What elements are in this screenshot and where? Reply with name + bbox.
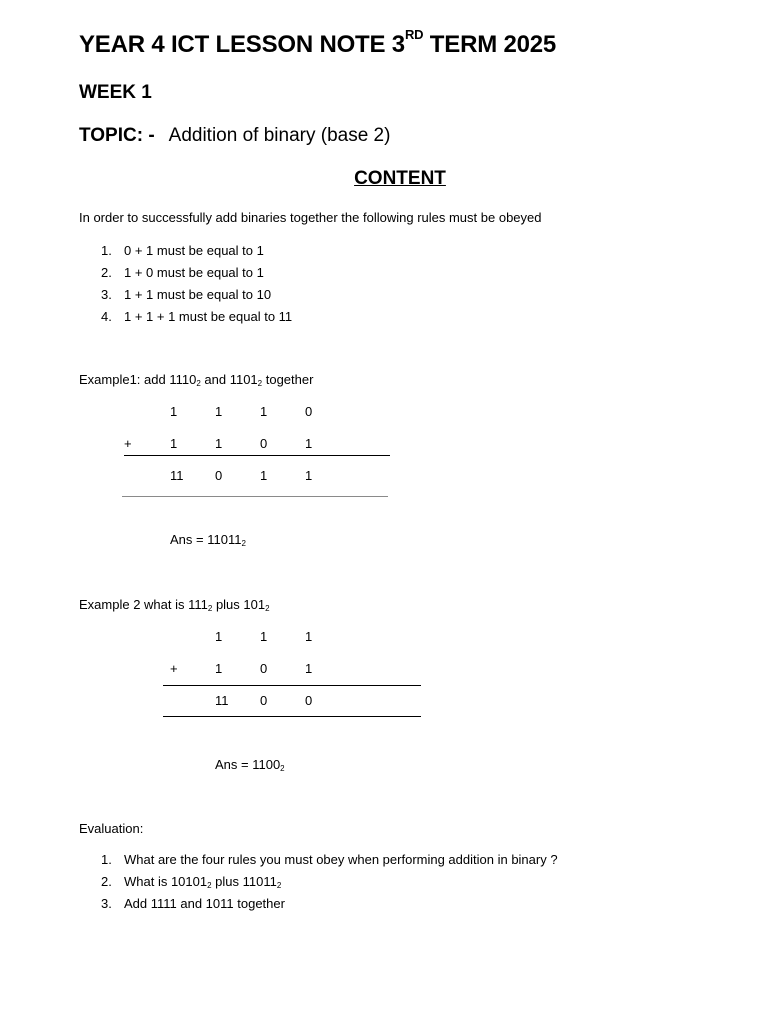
week-heading: WEEK 1 [79, 82, 152, 103]
rule-text: 1 + 1 must be equal to 10 [124, 287, 272, 302]
content-heading: CONTENT [354, 168, 446, 189]
digit: 0 [260, 693, 268, 708]
sum-line-top [124, 455, 390, 456]
rule-text: 0 + 1 must be equal to 1 [124, 243, 264, 258]
intro-text: In order to successfully add binaries together the following rules must be obeyed [79, 210, 542, 225]
example1-answer [170, 532, 246, 547]
digit: 11 [170, 468, 184, 483]
list-item [101, 262, 292, 284]
plus-sign: + [124, 436, 132, 451]
base-subscript: 2 [207, 881, 212, 890]
example2-answer [215, 757, 285, 772]
list-number: 3. [101, 896, 112, 911]
digit: 0 [260, 436, 268, 451]
title-superscript: RD [404, 27, 424, 42]
rule-text: 1 + 0 must be equal to 1 [124, 265, 264, 280]
sum-line-bottom [163, 716, 421, 717]
evaluation-list [101, 849, 558, 915]
answer-text: Ans = 1100 [215, 757, 281, 772]
digit: 1 [215, 629, 223, 644]
example1-label-b: and 1101 [200, 372, 258, 387]
digit: 1 [215, 436, 223, 451]
digit: 1 [170, 404, 178, 419]
digit: 1 [305, 436, 313, 451]
base-subscript: 2 [280, 764, 285, 773]
example1-label-c: together [262, 372, 314, 387]
answer-text: Ans = 11011 [170, 532, 242, 547]
example2-label [79, 597, 270, 612]
list-number: 1. [101, 852, 112, 867]
topic-label: TOPIC: - [79, 125, 155, 146]
list-item [101, 284, 292, 306]
topic-text: Addition of binary (base 2) [168, 125, 391, 146]
base-subscript: 2 [257, 379, 263, 388]
digit: 1 [260, 629, 268, 644]
digit: 1 [260, 404, 268, 419]
list-number: 2. [101, 265, 112, 280]
digit: 1 [170, 436, 178, 451]
example1-label-a: Example1: add 1110 [79, 372, 197, 387]
question-text: What is 10101 [124, 874, 208, 889]
sum-line-bottom [122, 496, 388, 497]
plus-sign: + [170, 661, 178, 676]
list-item [101, 240, 292, 262]
title-main: YEAR 4 ICT LESSON NOTE 3 [79, 31, 405, 58]
evaluation-label: Evaluation: [79, 821, 144, 836]
base-subscript: 2 [196, 379, 201, 388]
base-subscript: 2 [265, 604, 270, 613]
digit: 0 [260, 661, 268, 676]
digit: 1 [215, 661, 223, 676]
list-item [101, 306, 292, 328]
digit: 0 [305, 693, 313, 708]
example1-label [79, 372, 313, 387]
digit: 11 [215, 693, 229, 708]
rules-list [101, 240, 292, 328]
digit: 0 [215, 468, 223, 483]
question-text: plus 11011 [211, 874, 277, 889]
digit: 1 [305, 629, 313, 644]
list-item [101, 871, 558, 893]
list-number: 3. [101, 287, 112, 302]
list-item [101, 893, 558, 915]
question-text: What are the four rules you must obey when performing addition in binary ? [124, 852, 558, 867]
digit: 1 [305, 468, 313, 483]
base-subscript: 2 [276, 881, 282, 890]
list-number: 2. [101, 874, 112, 889]
base-subscript: 2 [207, 604, 213, 613]
page-title [79, 27, 557, 59]
list-number: 1. [101, 243, 112, 258]
topic-line [79, 125, 390, 147]
digit: 1 [215, 404, 223, 419]
title-rest: TERM 2025 [423, 31, 557, 58]
rule-text: 1 + 1 + 1 must be equal to 11 [124, 309, 293, 324]
example2-label-b: plus 101 [212, 597, 266, 612]
base-subscript: 2 [241, 539, 246, 548]
digit: 1 [305, 661, 313, 676]
sum-line-top [163, 685, 421, 686]
list-number: 4. [101, 309, 112, 324]
question-text: Add 1111 and 1011 together [124, 896, 285, 911]
digit: 1 [260, 468, 268, 483]
list-item [101, 849, 558, 871]
digit: 0 [305, 404, 313, 419]
example2-label-a: Example 2 what is 111 [79, 597, 208, 612]
